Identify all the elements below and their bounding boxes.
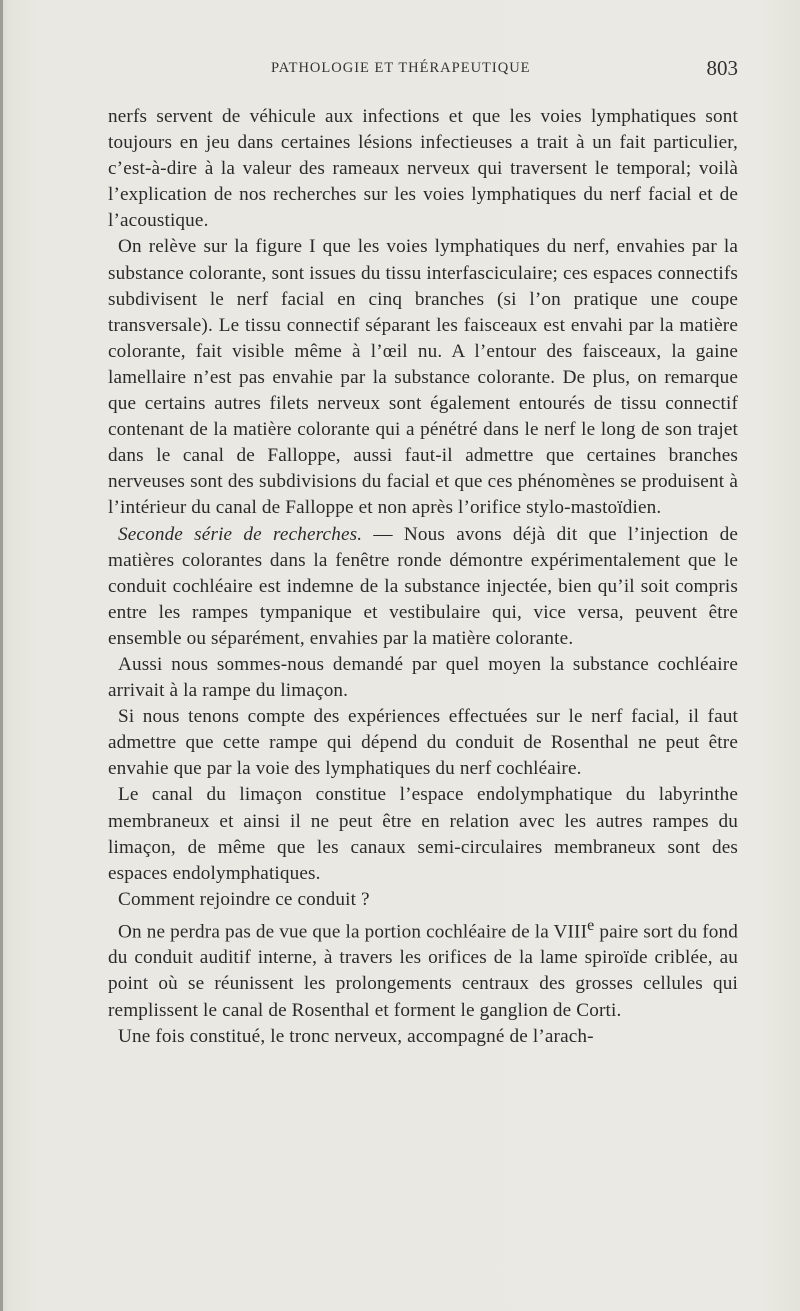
paragraph-1: nerfs servent de véhicule aux infections et que les voies lymphatiques sont toujours en jeu dans certaines lésions infectieuses a trait à un fait particulier, c’est-à-dire à la valeur des rameaux nerveux qui traversent le temporal; voilà l’explication de nos recherches sur les voies lymphatiques du nerf facial et de l’acoustique. [108,106,738,232]
paragraph-9: Une fois constitué, le tronc nerveux, accompagné de l’arach- [118,1025,594,1047]
page-header [108,56,738,86]
paragraph-6: Le canal du limaçon constitue l’espace endolymphatique du labyrinthe membraneux et ainsi il ne peut être en relation avec les autres rampes du limaçon, de même que les canaux semi-circulaires membraneux sont des espaces endolymphatiques. [108,784,738,884]
section-heading: Seconde série de recherches. [118,523,363,545]
page-number: 803 [706,56,738,80]
section-text: — Nous avons déjà dit que l’injection de matières colorantes dans la fenêtre ronde démontre expérimentalement que le conduit cochléaire est indemne de la substance injectée, bien qu’il soit compris entre les rampes tympanique et vestibulaire qui, vice versa, peuvent être ensemble ou séparément, envahies par la matière colorante. [108,523,739,649]
paragraph-8 [108,913,738,1024]
paragraph-2: On relève sur la figure I que les voies lymphatiques du nerf, envahies par la substance colorante, sont issues du tissu interfasciculaire; ces espaces connectifs subdivisent le nerf facial en cinq branches (si l’on pratique une coupe transversale). Le tissu connectif séparant les faisceaux est envahi par la matière colorante, fait visible même à l’œil nu. A l’entour des faisceaux, la gaine lamellaire n’est pas envahie par la substance colorante. De plus, on remarque que certains autres filets nerveux sont également entourés de tissu connectif contenant de la matière colorante qui a pénétré dans le nerf le long de son trajet dans le canal de Falloppe, aussi faut-il admettre que certaines branches nerveuses sont des subdivisions du facial et que ces phénomènes se produisent à l’intérieur du canal de Falloppe et non après l’orifice stylo-mastoïdien. [108,236,738,519]
superscript-e: e [587,916,595,934]
paragraph-5: Si nous tenons compte des expériences effectuées sur le nerf facial, il faut admettre que cette rampe qui dépend du conduit de Rosenthal ne peut être envahie que par la voie des lymphatiques du nerf cochléaire. [108,706,738,780]
viii-text-before: On ne perdra pas de vue que la portion cochléaire de la VIII [118,921,588,943]
running-title: PATHOLOGIE ET THÉRAPEUTIQUE [271,60,531,76]
body-text [108,104,738,1050]
viii-text-after: paire sort du fond du conduit auditif interne, à travers les orifices de la lame spiroïde criblée, au point où se réunissent les prolongements centraux des grosses cellules qui remplissent le canal de Rosenthal et forment le ganglion de Corti. [108,921,738,1021]
paragraph-7: Comment rejoindre ce conduit ? [118,888,370,910]
paragraph-4: Aussi nous sommes-nous demandé par quel moyen la substance cochléaire arrivait à la rampe du limaçon. [108,653,738,702]
paragraph-3 [108,522,738,652]
